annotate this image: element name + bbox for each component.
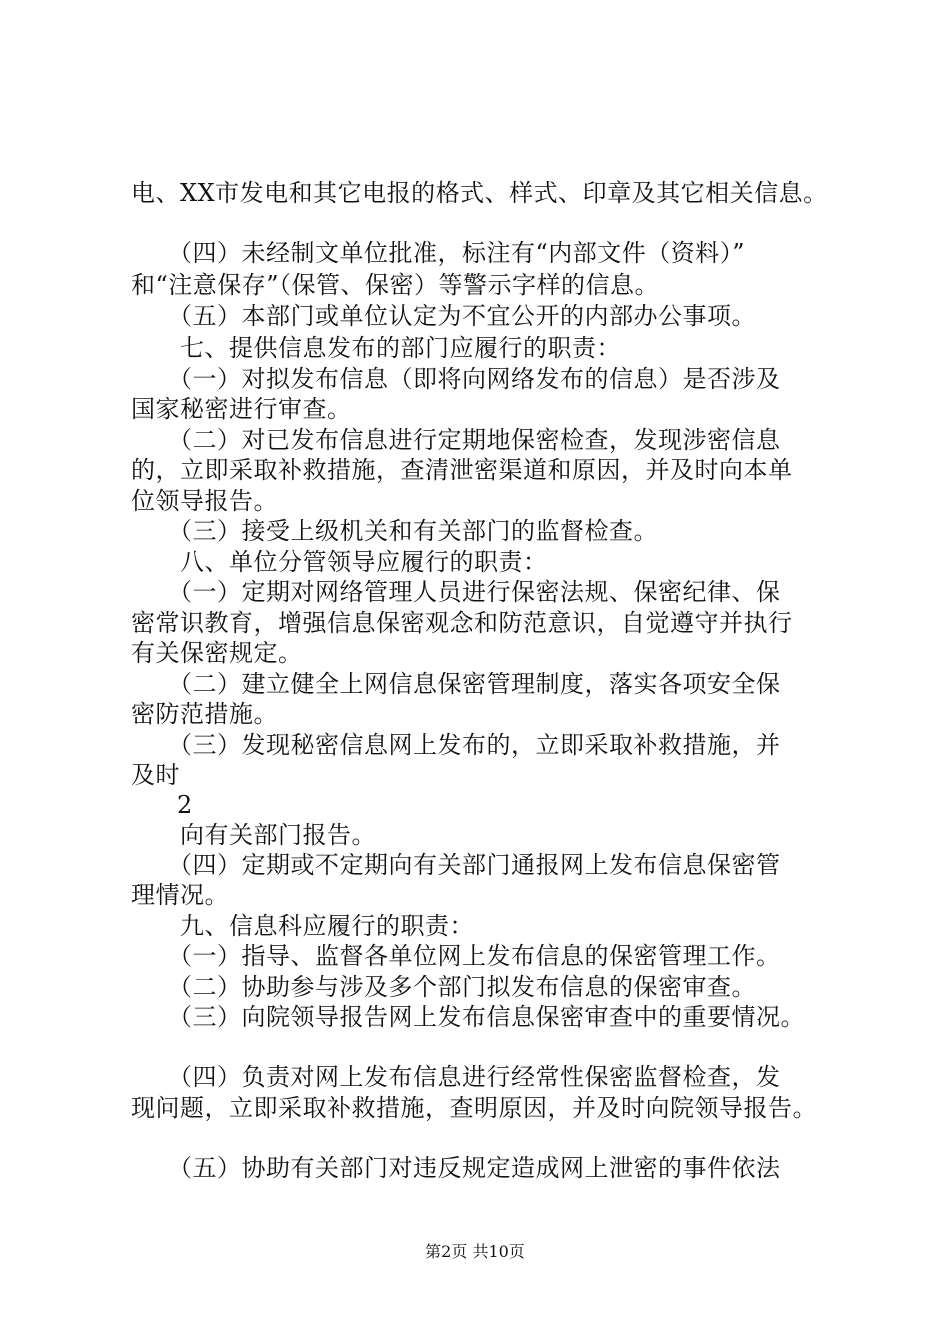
- text-line: 现问题，立即采取补救措施，查明原因，并及时向院领导报告。: [131, 1094, 817, 1122]
- text-line: 密常识教育，增强信息保密观念和防范意识，自觉遵守并执行: [131, 609, 793, 637]
- text-line: （二）建立健全上网信息保密管理制度，落实各项安全保: [131, 670, 781, 698]
- page-footer: 第2页 共10页: [425, 1242, 525, 1261]
- section-heading: 九、信息科应履行的职责：: [131, 912, 474, 940]
- text-line: 密防范措施。: [131, 700, 278, 728]
- text-line: （三）接受上级机关和有关部门的监督检查。: [131, 517, 658, 545]
- text-line: （一）对拟发布信息（即将向网络发布的信息）是否涉及: [131, 365, 781, 393]
- text-line: （三）向院领导报告网上发布信息保密审查中的重要情况。: [131, 1003, 805, 1031]
- section-heading: 七、提供信息发布的部门应履行的职责：: [131, 334, 621, 362]
- text-line: 向有关部门报告。: [131, 821, 376, 849]
- text-line: 及时: [131, 761, 180, 789]
- section-heading: 八、单位分管领导应履行的职责：: [131, 548, 548, 576]
- text-line: （四）未经制文单位批准，标注有“内部文件（资料）”: [131, 239, 746, 267]
- text-line: 电、XX市发电和其它电报的格式、样式、印章及其它相关信息。: [131, 179, 828, 207]
- text-line: 位领导报告。: [131, 487, 278, 515]
- text-line: （一）定期对网络管理人员进行保密法规、保密纪律、保: [131, 578, 781, 606]
- text-line: （三）发现秘密信息网上发布的，立即采取补救措施，并: [131, 731, 781, 759]
- text-line: 的，立即采取补救措施，查清泄密渠道和原因，并及时向本单: [131, 456, 793, 484]
- text-line: （二）协助参与涉及多个部门拟发布信息的保密审查。: [131, 973, 756, 1001]
- text-line: 国家秘密进行审查。: [131, 395, 352, 423]
- text-line: （二）对已发布信息进行定期地保密检查，发现涉密信息: [131, 426, 781, 454]
- text-line: 和“注意保存”（保管、保密）等警示字样的信息。: [131, 271, 660, 299]
- inline-page-number: 2: [177, 791, 193, 819]
- text-line: （一）指导、监督各单位网上发布信息的保密管理工作。: [131, 942, 781, 970]
- text-line: （五）协助有关部门对违反规定造成网上泄密的事件依法: [131, 1154, 781, 1182]
- text-line: （四）负责对网上发布信息进行经常性保密监督检查，发: [131, 1063, 781, 1091]
- text-line: 理情况。: [131, 881, 229, 909]
- text-line: 有关保密规定。: [131, 639, 303, 667]
- text-line: （五）本部门或单位认定为不宜公开的内部办公事项。: [131, 302, 756, 330]
- text-line: （四）定期或不定期向有关部门通报网上发布信息保密管: [131, 851, 781, 879]
